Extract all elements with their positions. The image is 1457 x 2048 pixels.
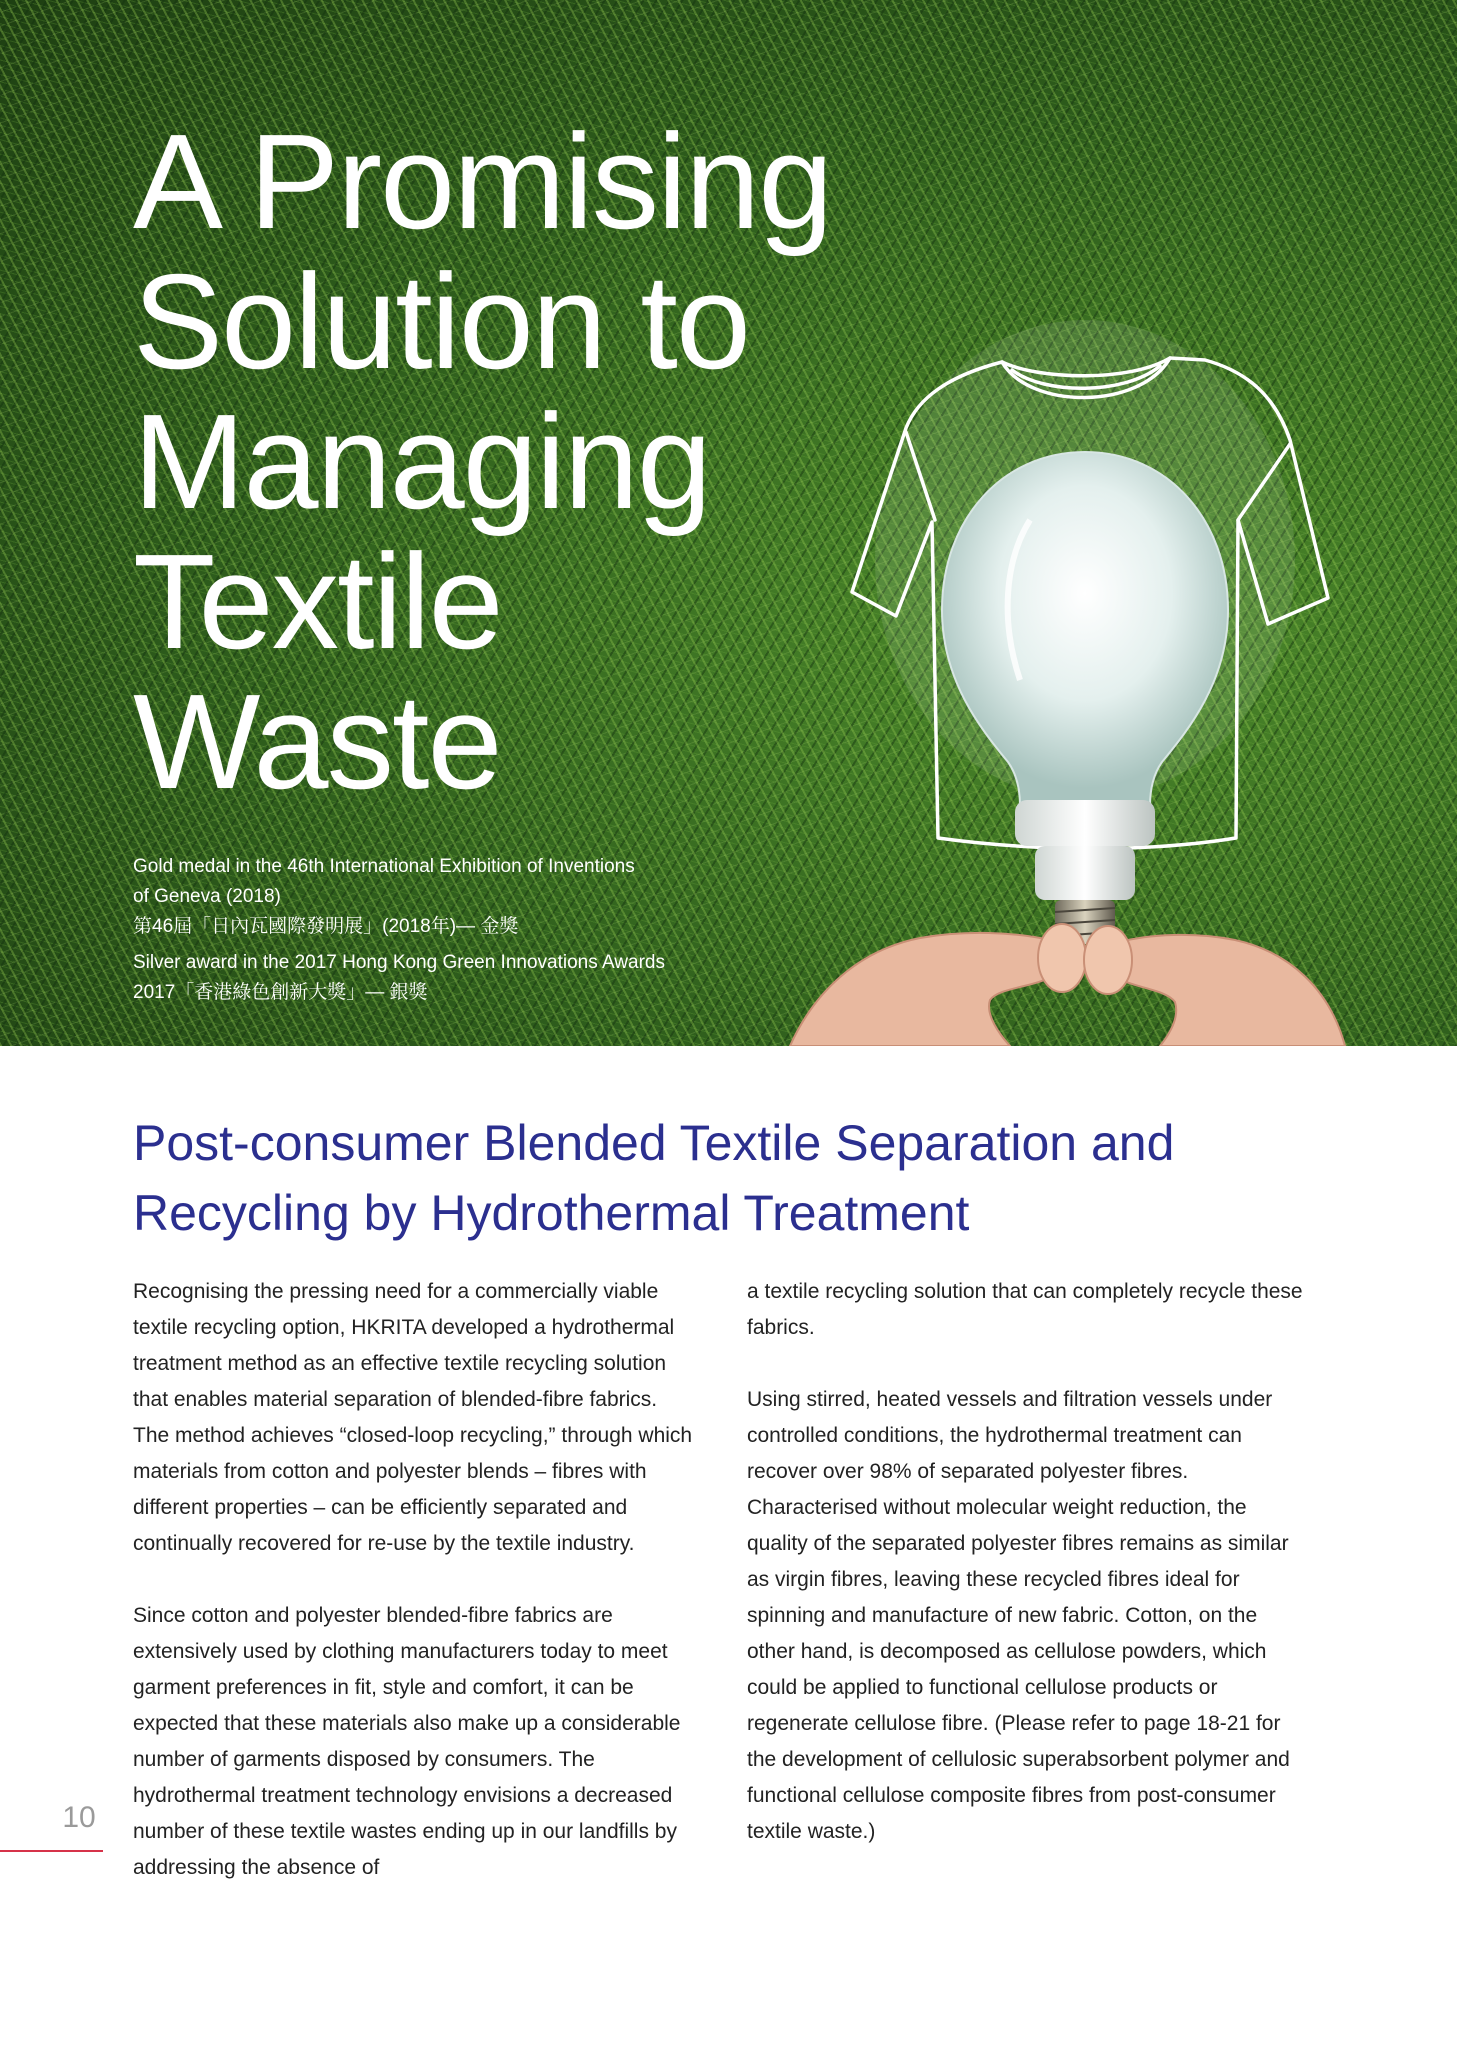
page-number-rule bbox=[0, 1850, 103, 1852]
page-number: 10 bbox=[62, 1801, 96, 1834]
body-paragraph: a textile recycling solution that can completely recycle these fabrics. bbox=[747, 1280, 1303, 1339]
award-text-en: Silver award in the 2017 Hong Kong Green Innovations Awards bbox=[133, 952, 665, 973]
hero-title-line: A Promising bbox=[133, 106, 832, 257]
body-paragraph: Since cotton and polyester blended-fibre fabrics are extensively used by clothing manufacturers today to meet garment preferences in fit, style and comfort, it can be expected that these materials also make up a considerable number of garments disposed by consumers. The hydrothermal treatment technology envisions a decreased number of these textile wastes ending up in our landfills by addressing the absence of bbox=[133, 1604, 681, 1879]
award-silver bbox=[133, 948, 773, 1008]
article-subtitle bbox=[133, 1108, 1363, 1248]
hero-title-line: Managing bbox=[133, 386, 710, 537]
subtitle-line: Post-consumer Blended Textile Separation and bbox=[133, 1115, 1175, 1171]
award-text-zh: 第46屆「日內瓦國際發明展」(2018年)— 金獎 bbox=[133, 916, 519, 937]
hands-holding-bulb bbox=[790, 924, 1345, 1046]
hero-title-line: Textile bbox=[133, 526, 502, 677]
hero-title-line: Solution to bbox=[133, 246, 749, 397]
light-bulb bbox=[942, 452, 1228, 944]
subtitle-line: Recycling by Hydrothermal Treatment bbox=[133, 1185, 970, 1241]
award-gold bbox=[133, 852, 773, 942]
body-paragraph: Recognising the pressing need for a commercially viable textile recycling option, HKRITA developed a hydrothermal treatment method as an effective textile recycling solution that enables material separation of blended-fibre fabrics. The method achieves “closed-loop recycling,” through which materials from cotton and polyester blends – fibres with different properties – can be efficiently separated and continually recovered for re-use by the textile industry. bbox=[133, 1280, 693, 1555]
award-text-en: of Geneva (2018) bbox=[133, 886, 281, 907]
hero-title bbox=[133, 106, 832, 817]
body-column-right bbox=[747, 1274, 1307, 1886]
body-column-left bbox=[133, 1274, 693, 1922]
award-text-zh: 2017「香港綠色創新大獎」— 銀獎 bbox=[133, 982, 428, 1003]
body-paragraph: Using stirred, heated vessels and filtration vessels under controlled conditions, the hydrothermal treatment can recover over 98% of separated polyester fibres. Characterised without molecular weight reduction, the quality of the separated polyester fibres remains as similar as virgin fibres, leaving these recycled fibres ideal for spinning and manufacture of new fabric. Cotton, on the other hand, is decomposed as cellulose powders, which could be applied to functional cellulose products or regenerate cellulose fibre. (Please refer to page 18-21 for the development of cellulosic superabsorbent polymer and functional cellulose composite fibres from post-consumer textile waste.) bbox=[747, 1388, 1290, 1843]
hero-title-line: Waste bbox=[133, 666, 501, 817]
award-text-en: Gold medal in the 46th International Exhibition of Inventions bbox=[133, 856, 635, 877]
awards-list bbox=[133, 852, 773, 1014]
